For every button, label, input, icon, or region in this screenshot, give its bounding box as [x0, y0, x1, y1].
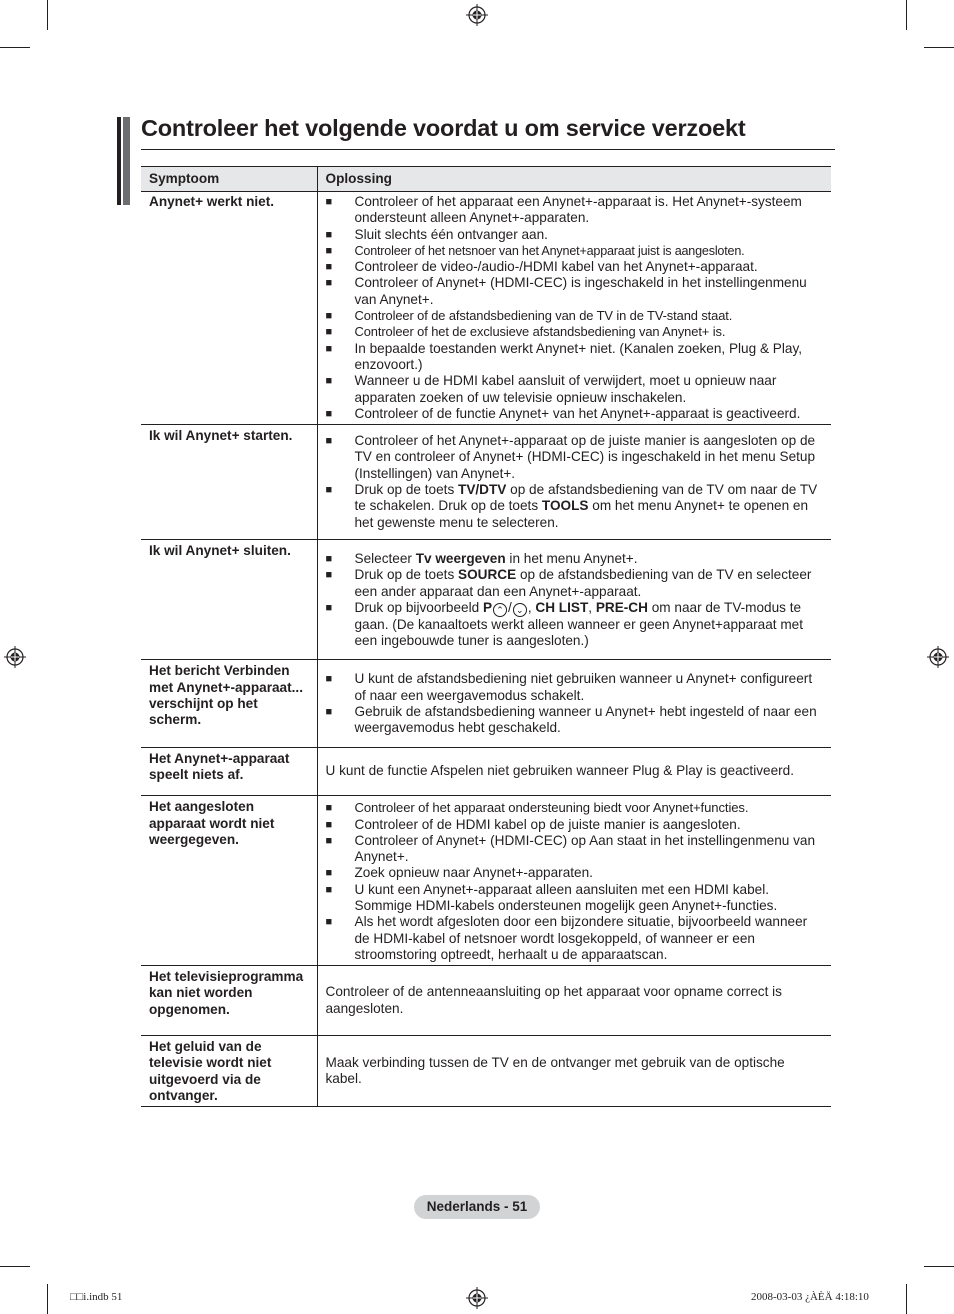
symptom-cell: Anynet+ werkt niet. [141, 192, 317, 425]
list-item: ■ Controleer of de functie Anynet+ van het Anynet+-apparaat is geactiveerd. [325, 405, 801, 421]
column-header-solution: Oplossing [317, 167, 831, 192]
table-row [141, 539, 831, 659]
list-item: ■ Gebruik de afstandsbediening wanneer u Anynet+ hebt ingesteld of naar een weergavemodus hebt geschakeld. [325, 704, 817, 736]
table-row [141, 660, 831, 747]
bullet-icon: ■ [325, 375, 333, 388]
crop-mark [0, 1266, 30, 1267]
crop-mark [47, 1284, 48, 1314]
solution-cell [317, 425, 831, 540]
bullet-icon: ■ [325, 196, 333, 208]
list-item: ■ Controleer of de HDMI kabel op de juiste manier is aangesloten. [325, 816, 741, 832]
solution-list [326, 192, 824, 424]
list-item: ■ Als het wordt afgesloten door een bijzondere situatie, bijvoorbeeld wanneer de HDMI-kabel of netsnoer wordt losgekoppeld, of wanneer er een stroomstoring optreedt, herhaalt u de apparaatscan. [325, 914, 808, 962]
crop-mark [906, 1284, 907, 1314]
symptom-cell: Het Anynet+-apparaat speelt niets af. [141, 747, 317, 796]
table-row [141, 1036, 831, 1107]
list-item: ■ U kunt een Anynet+-apparaat alleen aansluiten met een HDMI kabel. Sommige HDMI-kabels ondersteunen mogelijk geen Anynet+-functies. [325, 881, 778, 913]
page-number-badge: Nederlands - 51 [414, 1195, 540, 1219]
page-title: Controleer het volgende voordat u om service verzoekt [141, 115, 746, 141]
title-divider [141, 149, 835, 150]
crop-mark [924, 1266, 954, 1267]
bullet-icon: ■ [325, 342, 333, 355]
bullet-icon: ■ [325, 673, 333, 686]
registration-mark-icon [466, 4, 488, 26]
list-item: ■ U kunt de afstandsbediening niet gebruiken wanneer u Anynet+ configureert of naar een weergavemodus schakelt. [325, 671, 813, 703]
symptom-cell: Het aangesloten apparaat wordt niet weergegeven. [141, 796, 317, 966]
bullet-icon: ■ [325, 407, 333, 420]
registration-mark-icon [466, 1287, 488, 1309]
list-item: ■ Controleer of de afstandsbediening van de TV in de TV-stand staat. [325, 308, 733, 324]
list-item: ■ Zoek opnieuw naar Anynet+-apparaten. [325, 865, 593, 881]
symptom-cell: Ik wil Anynet+ starten. [141, 425, 317, 540]
list-item: ■ Controleer of het netsnoer van het Anynet+apparaat juist is aangesloten. [325, 243, 745, 258]
table-row [141, 192, 831, 425]
solution-list [326, 540, 824, 659]
bullet-icon: ■ [325, 867, 333, 880]
channel-down-icon: ⌄ [513, 603, 527, 617]
solution-list [326, 425, 824, 539]
list-item: ■ Controleer of Anynet+ (HDMI-CEC) is ingeschakeld in het instellingenmenu van Anynet+. [325, 275, 807, 307]
symptom-cell: Het bericht Verbinden met Anynet+-apparaat... verschijnt op het scherm. [141, 660, 317, 747]
crop-mark [0, 47, 30, 48]
list-item: ■ Controleer of het Anynet+-apparaat op de juiste manier is aangesloten op de TV en controleer of Anynet+ (HDMI-CEC) is ingeschakeld in het menu Setup (Instellingen) van Anynet+. [325, 433, 816, 481]
bullet-icon: ■ [325, 818, 333, 831]
list-item: ■ Wanneer u de HDMI kabel aansluit of verwijdert, moet u opnieuw naar apparaten zoeken of uw televisie opnieuw inschakelen. [325, 373, 777, 405]
solution-cell [317, 796, 831, 966]
registration-mark-icon [4, 646, 26, 668]
column-header-symptom: Symptoom [141, 167, 317, 192]
solution-list [326, 796, 824, 965]
symptom-cell: Het televisieprogramma kan niet worden opgenomen. [141, 966, 317, 1036]
list-item: ■ Druk op bijvoorbeeld P ⌃ / ⌄ , CH LIST, PRE-CH om naar de TV-modus te gaan. (De kanaaltoets werkt alleen wanneer er geen Anynet+apparaat met een ingebouwde tuner is aangesloten.) [325, 599, 804, 649]
bullet-icon: ■ [325, 552, 333, 565]
crop-mark [47, 0, 48, 30]
symptom-cell: Ik wil Anynet+ sluiten. [141, 539, 317, 659]
registration-mark-icon [927, 646, 949, 668]
print-slug-timestamp: 2008-03-03 ¿ÀÈÄ 4:18:10 [751, 1291, 869, 1303]
print-slug-filename: □□i.indb 51 [70, 1291, 123, 1303]
bullet-icon: ■ [325, 706, 333, 719]
bullet-icon: ■ [325, 261, 333, 274]
list-item: ■ Controleer of het de exclusieve afstandsbediening van Anynet+ is. [325, 324, 726, 340]
solution-list [326, 660, 824, 746]
list-item: ■ Controleer de video-/audio-/HDMI kabel van het Anynet+-apparaat. [325, 259, 758, 275]
table-header-row [141, 167, 831, 192]
channel-up-icon: ⌃ [493, 603, 507, 617]
bullet-icon: ■ [325, 310, 333, 323]
solution-cell: U kunt de functie Afspelen niet gebruiken wanneer Plug & Play is geactiveerd. [317, 747, 831, 796]
list-item: ■ Selecteer Tv weergeven in het menu Anynet+. [325, 550, 638, 566]
bullet-icon: ■ [325, 569, 333, 582]
crop-mark [906, 0, 907, 30]
table-row [141, 796, 831, 966]
list-item: ■ Controleer of het apparaat een Anynet+-apparaat is. Het Anynet+-systeem ondersteunt alleen Anynet+-apparaten. [325, 194, 802, 226]
list-item: ■ Druk op de toets TV/DTV op de afstandsbediening van de TV om naar de TV te schakelen. Druk op de toets TOOLS om het menu Anynet+ te openen en het gewenste menu te selecteren. [325, 482, 818, 530]
solution-cell: Maak verbinding tussen de TV en de ontvanger met gebruik van de optische kabel. [317, 1036, 831, 1107]
bullet-icon: ■ [325, 277, 333, 290]
bullet-icon: ■ [325, 601, 333, 614]
troubleshooting-table [141, 166, 831, 1107]
bullet-icon: ■ [325, 228, 333, 241]
bullet-icon: ■ [325, 883, 333, 896]
bullet-icon: ■ [325, 435, 333, 448]
list-item: ■ In bepaalde toestanden werkt Anynet+ niet. (Kanalen zoeken, Plug & Play, enzovoort.) [325, 340, 803, 372]
bullet-icon: ■ [325, 326, 333, 339]
table-row [141, 966, 831, 1036]
list-item: ■ Controleer of Anynet+ (HDMI-CEC) op Aan staat in het instellingenmenu van Anynet+. [325, 832, 816, 865]
solution-cell [317, 192, 831, 425]
bullet-icon: ■ [325, 802, 333, 815]
list-item: ■ Sluit slechts één ontvanger aan. [325, 226, 548, 242]
title-accent-bar [117, 117, 130, 205]
bullet-icon: ■ [325, 244, 332, 257]
symptom-cell: Het geluid van de televisie wordt niet uitgevoerd via de ontvanger. [141, 1036, 317, 1107]
list-item: ■ Controleer of het apparaat ondersteuning biedt voor Anynet+functies. [325, 800, 749, 816]
solution-cell [317, 660, 831, 747]
solution-cell [317, 539, 831, 659]
bullet-icon: ■ [325, 834, 333, 847]
bullet-icon: ■ [325, 484, 333, 497]
bullet-icon: ■ [325, 916, 333, 929]
solution-cell: Controleer of de antenneaansluiting op het apparaat voor opname correct is aangesloten. [317, 966, 831, 1036]
list-item: ■ Druk op de toets SOURCE op de afstandsbediening van de TV en selecteer een ander apparaat dan een Anynet+-apparaat. [325, 567, 812, 599]
table-row [141, 747, 831, 796]
crop-mark [924, 47, 954, 48]
table-row [141, 425, 831, 540]
